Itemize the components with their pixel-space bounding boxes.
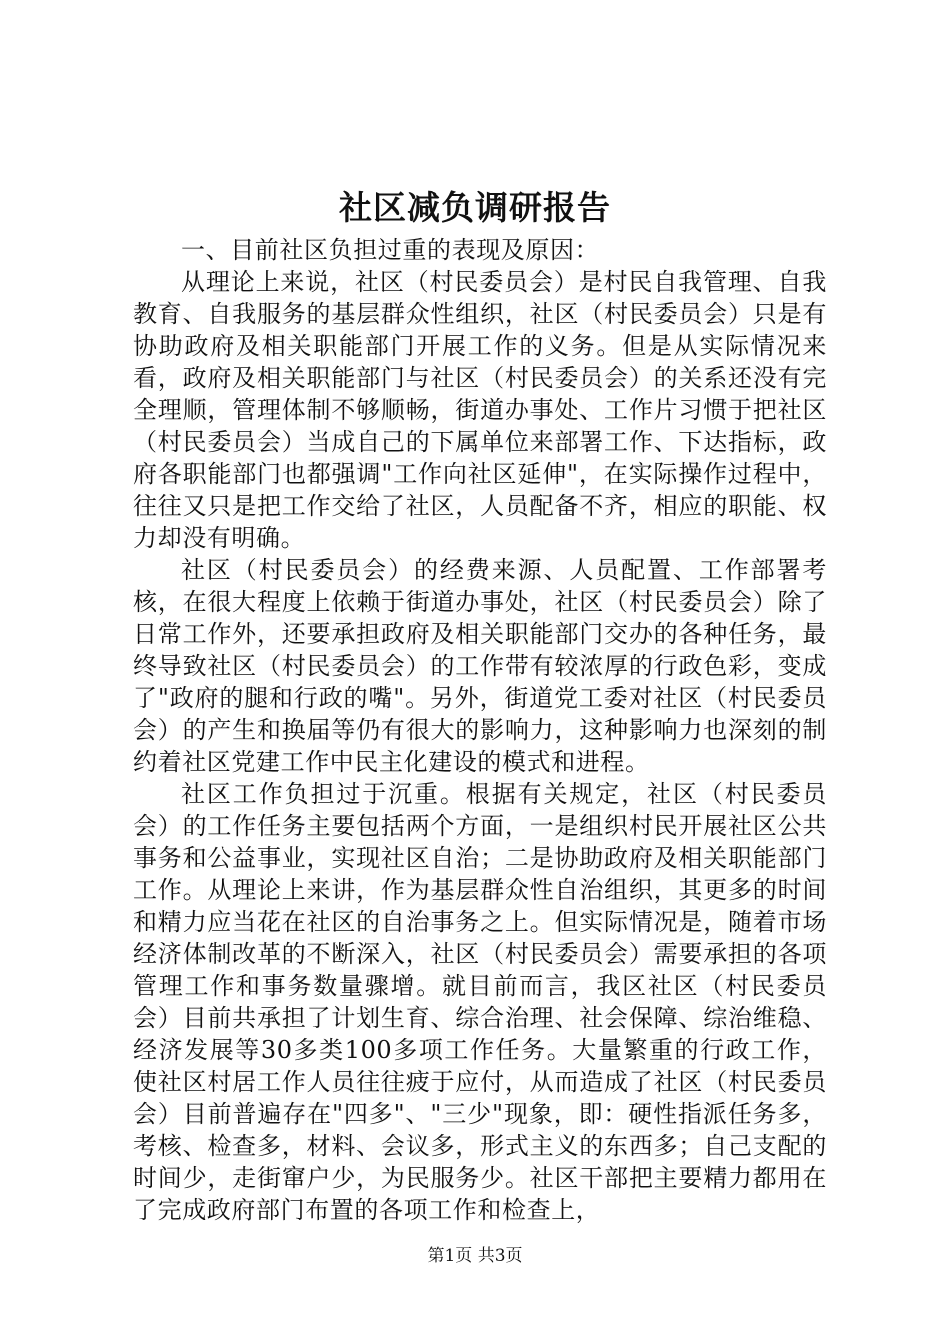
paragraph: 社区（村民委员会）的经费来源、人员配置、工作部署考核，在很大程度上依赖于街道办事处，社区（村民委员会）除了日常工作外，还要承担政府及相关职能部门交办的各种任务，最终导致社区（村民委员会）的工作带有较浓厚的行政色彩，变成了"政府的腿和行政的嘴"。另外，街道党工委对社区（村民委员会）的产生和换届等仍有很大的影响力，这种影响力也深刻的制约着社区党建工作中民主化建设的模式和进程。	[133, 556, 827, 776]
section-heading: 一、目前社区负担过重的表现及原因：	[181, 236, 600, 264]
document-title: 社区减负调研报告	[339, 188, 611, 227]
paragraph: 社区工作负担过于沉重。根据有关规定，社区（村民委员会）的工作任务主要包括两个方面，一是组织村民开展社区公共事务和公益事业，实现社区自治；二是协助政府及相关职能部门工作。从理论上来讲，作为基层群众性自治组织，其更多的时间和精力应当花在社区的自治事务之上。但实际情况是，随着市场经济体制改革的不断深入，社区（村民委员会）需要承担的各项管理工作和事务数量骤增。就目前而言，我区社区（村民委员会）目前共承担了计划生育、综合治理、社会保障、综治维稳、经济发展等30多类100多项工作任务。大量繁重的行政工作，使社区村居工作人员往往疲于应付，从而造成了社区（村民委员会）目前普遍存在"四多"、"三少"现象，即：硬性指派任务多，考核、检查多，材料、会议多，形式主义的东西多；自己支配的时间少，走街窜户少，为民服务少。社区干部把主要精力都用在了完成政府部门布置的各项工作和检查上，	[133, 780, 827, 1224]
paragraph: 从理论上来说，社区（村民委员会）是村民自我管理、自我教育、自我服务的基层群众性组织，社区（村民委员会）只是有协助政府及相关职能部门开展工作的义务。但是从实际情况来看，政府及相关职能部门与社区（村民委员会）的关系还没有完全理顺，管理体制不够顺畅，街道办事处、工作片习惯于把社区（村民委员会）当成自己的下属单位来部署工作、下达指标，政府各职能部门也都强调"工作向社区延伸"，在实际操作过程中，往往又只是把工作交给了社区，人员配备不齐，相应的职能、权力却没有明确。	[133, 268, 827, 552]
document-body	[133, 234, 827, 1226]
page-number-footer: 第1页 共3页	[427, 1246, 523, 1266]
